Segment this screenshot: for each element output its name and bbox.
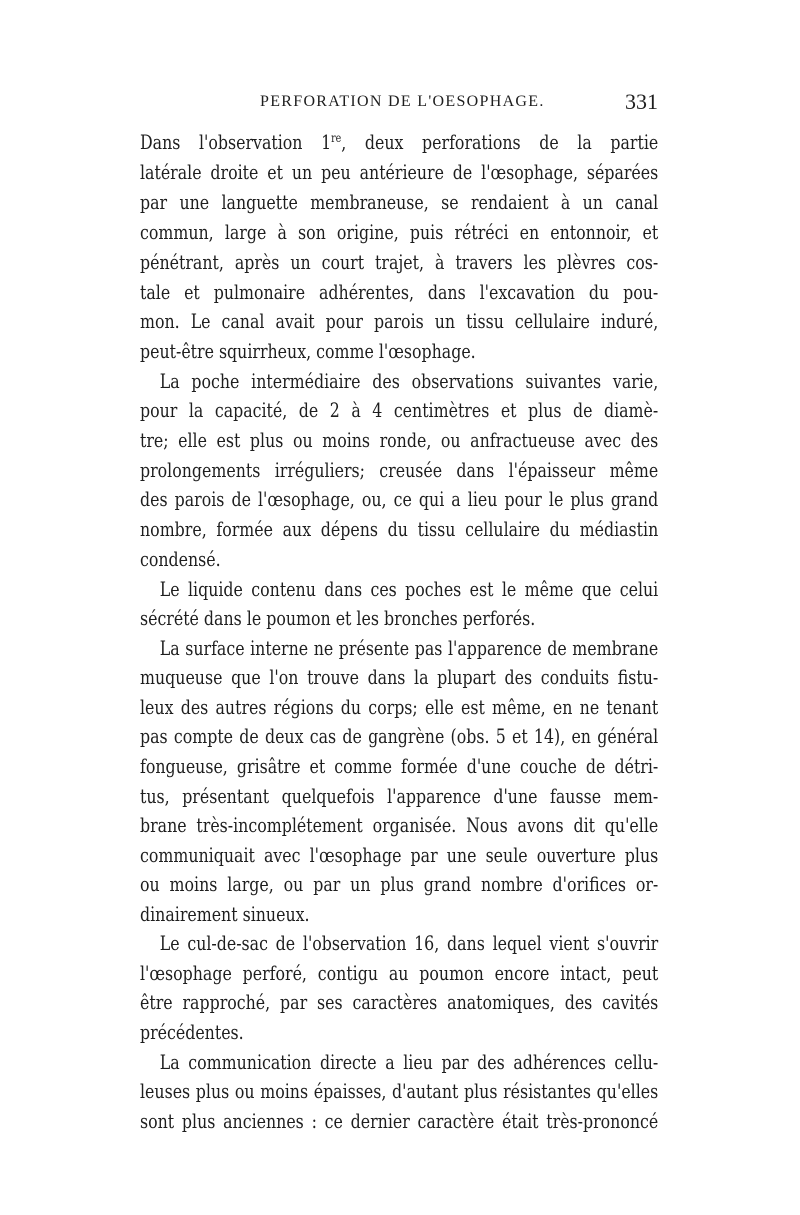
text-line: fongueuse, grisâtre et comme formée d'une couche de détri- (140, 754, 659, 778)
text-line: par une languette membraneuse, se rendaient à un canal (140, 190, 659, 214)
text-line: tus, présentant quelquefois l'apparence d'une fausse mem- (140, 784, 659, 808)
text-line: précédentes. (140, 1020, 244, 1044)
text-line: dinairement sinueux. (140, 902, 310, 926)
text-line: des parois de l'œsophage, ou, ce qui a lieu pour le plus grand (140, 487, 659, 511)
text-line: peut-être squirrheux, comme l'œsophage. (140, 339, 476, 363)
text-line: mon. Le canal avait pour parois un tissu cellulaire induré, (140, 309, 659, 333)
text-line: prolongements irréguliers; creusée dans l'épaisseur même (140, 458, 659, 482)
text-line: pour la capacité, de 2 à 4 centimètres et plus de diamè- (140, 398, 659, 422)
text-line: brane très-incomplétement organisée. Nous avons dit qu'elle (140, 813, 659, 837)
text-line: communiquait avec l'œsophage par une seule ouverture plus (140, 843, 659, 867)
text-line: latérale droite et un peu antérieure de l'œsophage, séparées (140, 160, 659, 184)
superscript: re (331, 131, 342, 145)
text-line: pas compte de deux cas de gangrène (obs. 5 et 14), en général (140, 724, 659, 748)
text-line: La poche intermédiaire des observations suivantes varie, (159, 369, 659, 393)
text-line: leux des autres régions du corps; elle est même, en ne tenant (140, 695, 659, 719)
text-line: sécrété dans le poumon et les bronches perforés. (140, 606, 536, 630)
text-line: être rapproché, par ses caractères anatomiques, des cavités (140, 990, 659, 1014)
running-title: PERFORATION DE L'OESOPHAGE. (260, 93, 545, 110)
text-line: leuses plus ou moins épaisses, d'autant plus résistantes qu'elles (140, 1079, 659, 1103)
text-line: Le liquide contenu dans ces poches est le même que celui (159, 577, 659, 601)
text-line: Dans l'observation 1re, deux perforations de la partie (140, 130, 659, 154)
text-line: muqueuse que l'on trouve dans la plupart des conduits fistu- (140, 665, 659, 689)
text-line: sont plus anciennes : ce dernier caractère était très-prononcé (140, 1109, 659, 1133)
text-line: La communication directe a lieu par des adhérences cellu- (159, 1050, 659, 1074)
text-line: tale et pulmonaire adhérentes, dans l'excavation du pou- (140, 280, 659, 304)
text-line: pénétrant, après un court trajet, à travers les plèvres cos- (140, 250, 659, 274)
running-head (140, 89, 658, 123)
text-line: l'œsophage perforé, contigu au poumon encore intact, peut (140, 961, 659, 985)
page-number: 331 (625, 89, 658, 114)
text-line: tre; elle est plus ou moins ronde, ou anfractueuse avec des (140, 428, 659, 452)
text-line: nombre, formée aux dépens du tissu cellulaire du médiastin (140, 517, 659, 541)
text-line: commun, large à son origine, puis rétréci en entonnoir, et (140, 220, 659, 244)
text-line: Le cul-de-sac de l'observation 16, dans lequel vient s'ouvrir (159, 931, 659, 955)
text-line: ou moins large, ou par un plus grand nombre d'orifices or- (140, 872, 659, 896)
text-line: condensé. (140, 547, 221, 571)
text-line: La surface interne ne présente pas l'apparence de membrane (159, 636, 659, 660)
